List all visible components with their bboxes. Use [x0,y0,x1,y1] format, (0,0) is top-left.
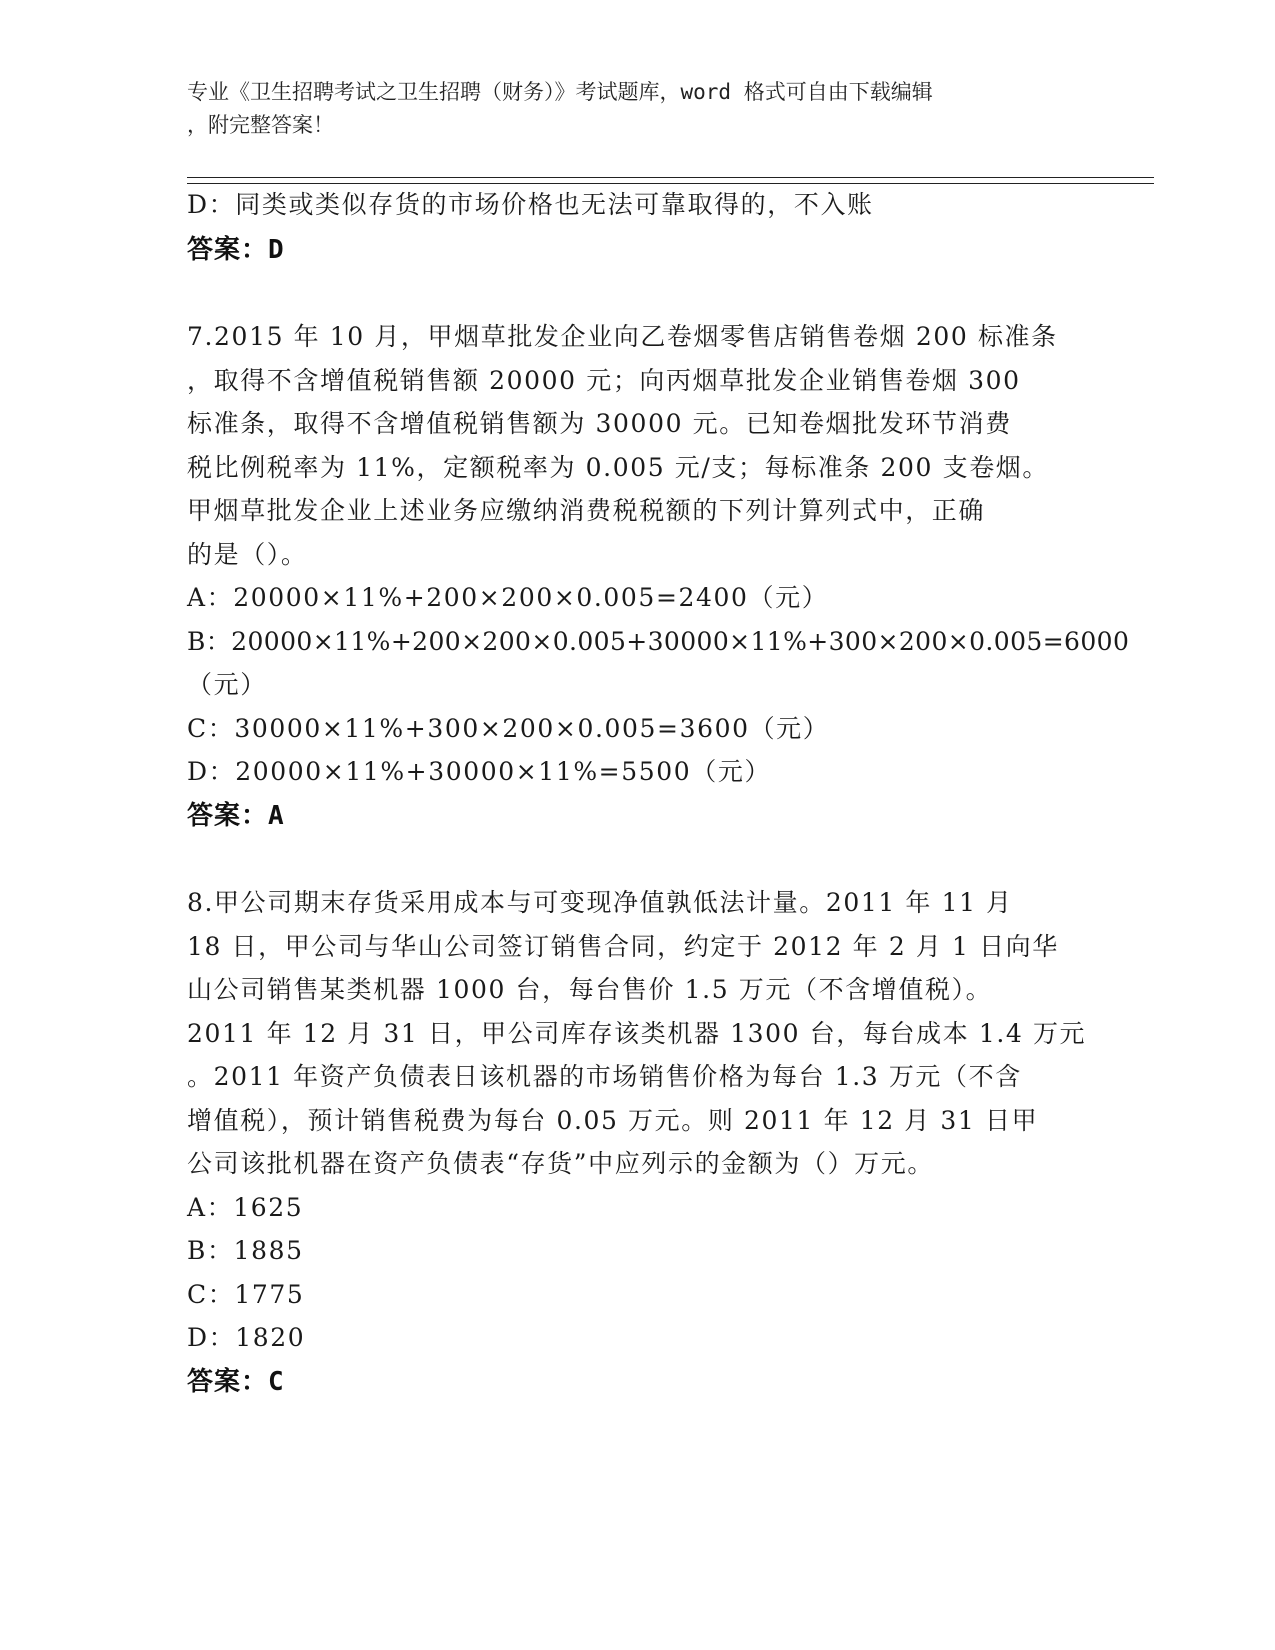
q8-text-line: 18 日，甲公司与华山公司签订销售合同，约定于 2012 年 2 月 1 日向华 [187,932,1059,961]
header-rule-bottom [187,183,1154,184]
q7-option-b: B：20000×11%+200×200×0.005+30000×11%+300×200×0.005=6000 [187,627,1130,656]
header-line-2: ，附完整答案！ [187,113,334,137]
q8-answer: 答案：C [187,1367,285,1397]
q8-text-line: 增值税），预计销售税费为每台 0.05 万元。则 2011 年 12 月 31 日甲 [187,1106,1039,1135]
q8-text-line: 2011 年 12 月 31 日，甲公司库存该类机器 1300 台，每台成本 1.4 万元 [187,1019,1087,1048]
q7-option-a: A：20000×11%+200×200×0.005=2400（元） [187,583,829,612]
q8-text-line: 。2011 年资产负债表日该机器的市场销售价格为每台 1.3 万元（不含 [187,1062,1022,1091]
q8-text-line: 山公司销售某类机器 1000 台，每台售价 1.5 万元（不含增值税）。 [187,975,993,1004]
document-header [187,76,1067,142]
q7-text-line: 7.2015 年 10 月，甲烟草批发企业向乙卷烟零售店销售卷烟 200 标准条 [187,322,1058,351]
q7-option-b-continued: （元） [187,670,267,699]
prev-option-d: D：同类或类似存货的市场价格也无法可靠取得的，不入账 [187,190,874,219]
q8-option-b: B：1885 [187,1236,304,1265]
q7-text-line: 甲烟草批发企业上述业务应缴纳消费税税额的下列计算列式中，正确 [187,496,986,525]
q8-option-a: A：1625 [187,1193,304,1222]
q8-text-line: 公司该批机器在资产负债表“存货”中应列示的金额为（）万元。 [187,1149,934,1178]
q7-text-line: 的是（）。 [187,540,308,569]
q7-text-line: 标准条，取得不含增值税销售额为 30000 元。已知卷烟批发环节消费 [187,409,1012,438]
header-rule-top [187,177,1154,178]
header-line-1: 专业《卫生招聘考试之卫生招聘（财务）》考试题库，word 格式可自由下载编辑 [187,80,933,104]
q8-option-d: D：1820 [187,1323,306,1352]
q7-answer: 答案：A [187,801,285,831]
q7-option-c: C：30000×11%+300×200×0.005=3600（元） [187,714,830,743]
prev-answer: 答案：D [187,235,285,265]
q8-text-line: 8.甲公司期末存货采用成本与可变现净值孰低法计量。2011 年 11 月 [187,888,1013,917]
q7-text-line: ，取得不含增值税销售额 20000 元；向丙烟草批发企业销售卷烟 300 [187,366,1021,395]
q7-text-line: 税比例税率为 11%，定额税率为 0.005 元/支；每标准条 200 支卷烟。 [187,453,1050,482]
q8-option-c: C：1775 [187,1280,305,1309]
q7-option-d: D：20000×11%+30000×11%=5500（元） [187,757,772,786]
